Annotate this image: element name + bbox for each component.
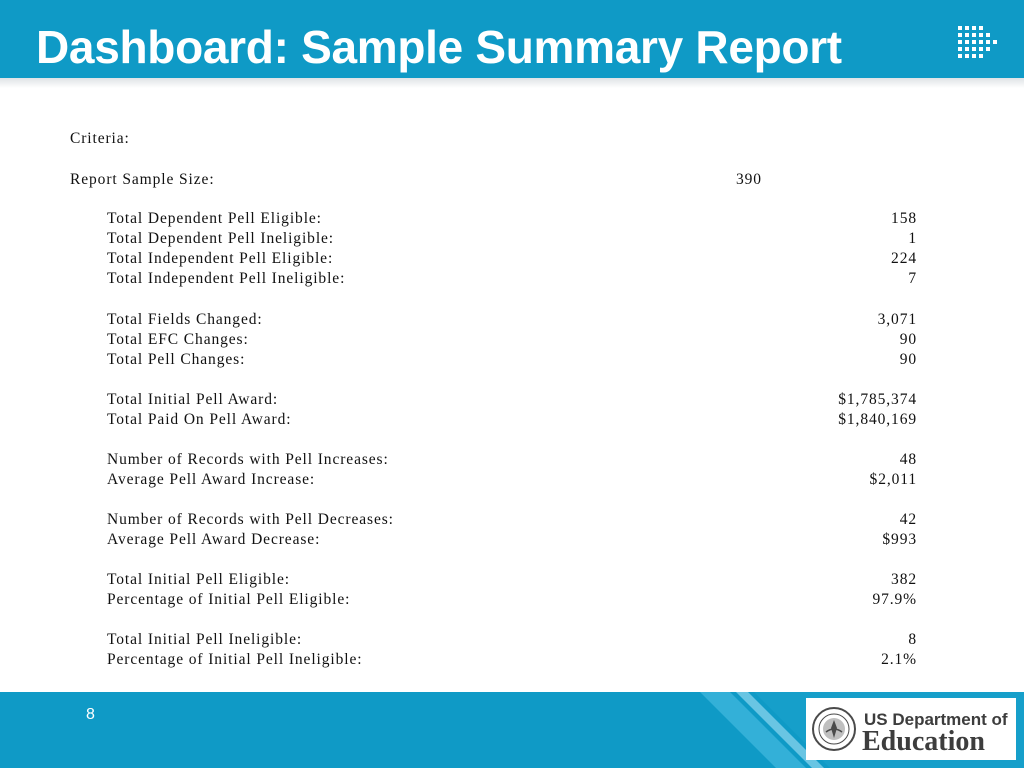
title-bar xyxy=(0,0,1024,78)
report-row xyxy=(107,531,917,551)
report-group-changes xyxy=(107,311,917,371)
row-value: 224 xyxy=(891,250,917,267)
report-row xyxy=(107,471,917,491)
report-row xyxy=(107,571,917,591)
report-row xyxy=(107,631,917,651)
row-value: 3,071 xyxy=(877,311,917,328)
row-label: Total Paid On Pell Award: xyxy=(107,411,292,428)
row-label: Average Pell Award Increase: xyxy=(107,471,316,488)
row-value: $993 xyxy=(882,531,917,548)
row-value: 90 xyxy=(899,331,917,348)
row-label: Total Independent Pell Ineligible: xyxy=(107,270,346,287)
report-row xyxy=(107,351,917,371)
row-label: Total Pell Changes: xyxy=(107,351,246,368)
criteria-label: Criteria: xyxy=(70,130,130,147)
row-value: 8 xyxy=(908,631,917,648)
report-group-increases xyxy=(107,451,917,491)
org-name-line1: US Department of xyxy=(864,710,1008,729)
sample-size-label: Report Sample Size: xyxy=(70,171,215,188)
row-value: 7 xyxy=(908,270,917,287)
report-group-awards xyxy=(107,391,917,431)
row-label: Average Pell Award Decrease: xyxy=(107,531,321,548)
row-label: Total Initial Pell Ineligible: xyxy=(107,631,303,648)
row-value: $1,840,169 xyxy=(838,411,917,428)
slide-title: Dashboard: Sample Summary Report xyxy=(36,21,842,73)
report-group-initial-ineligible xyxy=(107,631,917,671)
us-department-of-education-logo xyxy=(806,698,1016,760)
row-label: Total Dependent Pell Ineligible: xyxy=(107,230,335,247)
report-group-eligibility xyxy=(107,210,917,290)
sample-size-row xyxy=(70,171,922,191)
department-seal-icon xyxy=(811,706,857,752)
sample-size-value: 390 xyxy=(736,171,762,188)
report-row xyxy=(107,511,917,531)
row-label: Percentage of Initial Pell Ineligible: xyxy=(107,651,363,668)
row-value: 42 xyxy=(899,511,917,528)
report-row xyxy=(107,651,917,671)
report-row xyxy=(107,210,917,230)
row-label: Total Dependent Pell Eligible: xyxy=(107,210,322,227)
row-label: Percentage of Initial Pell Eligible: xyxy=(107,591,351,608)
row-label: Total Fields Changed: xyxy=(107,311,263,328)
row-label: Total EFC Changes: xyxy=(107,331,249,348)
report-group-decreases xyxy=(107,511,917,551)
row-value: 97.9% xyxy=(872,591,917,608)
dot-grid-arrow-icon xyxy=(956,22,1000,62)
row-value: $2,011 xyxy=(869,471,917,488)
row-value: 2.1% xyxy=(881,651,917,668)
report-row xyxy=(107,411,917,431)
report-row xyxy=(107,451,917,471)
org-name-line2: Education xyxy=(862,726,985,757)
row-label: Number of Records with Pell Increases: xyxy=(107,451,389,468)
row-value: 158 xyxy=(891,210,917,227)
row-label: Total Initial Pell Eligible: xyxy=(107,571,290,588)
report-row xyxy=(107,311,917,331)
report-row xyxy=(107,591,917,611)
row-value: 48 xyxy=(899,451,917,468)
report-row xyxy=(107,270,917,290)
row-label: Total Initial Pell Award: xyxy=(107,391,279,408)
report-group-initial-eligible xyxy=(107,571,917,611)
report-row xyxy=(107,391,917,411)
row-label: Number of Records with Pell Decreases: xyxy=(107,511,394,528)
row-value: $1,785,374 xyxy=(838,391,917,408)
header-shadow-band xyxy=(0,78,1024,88)
row-value: 1 xyxy=(908,230,917,247)
row-label: Total Independent Pell Eligible: xyxy=(107,250,334,267)
report-row xyxy=(107,250,917,270)
report-row xyxy=(107,331,917,351)
row-value: 382 xyxy=(891,571,917,588)
row-value: 90 xyxy=(899,351,917,368)
slide-number: 8 xyxy=(86,706,95,723)
report-row xyxy=(107,230,917,250)
